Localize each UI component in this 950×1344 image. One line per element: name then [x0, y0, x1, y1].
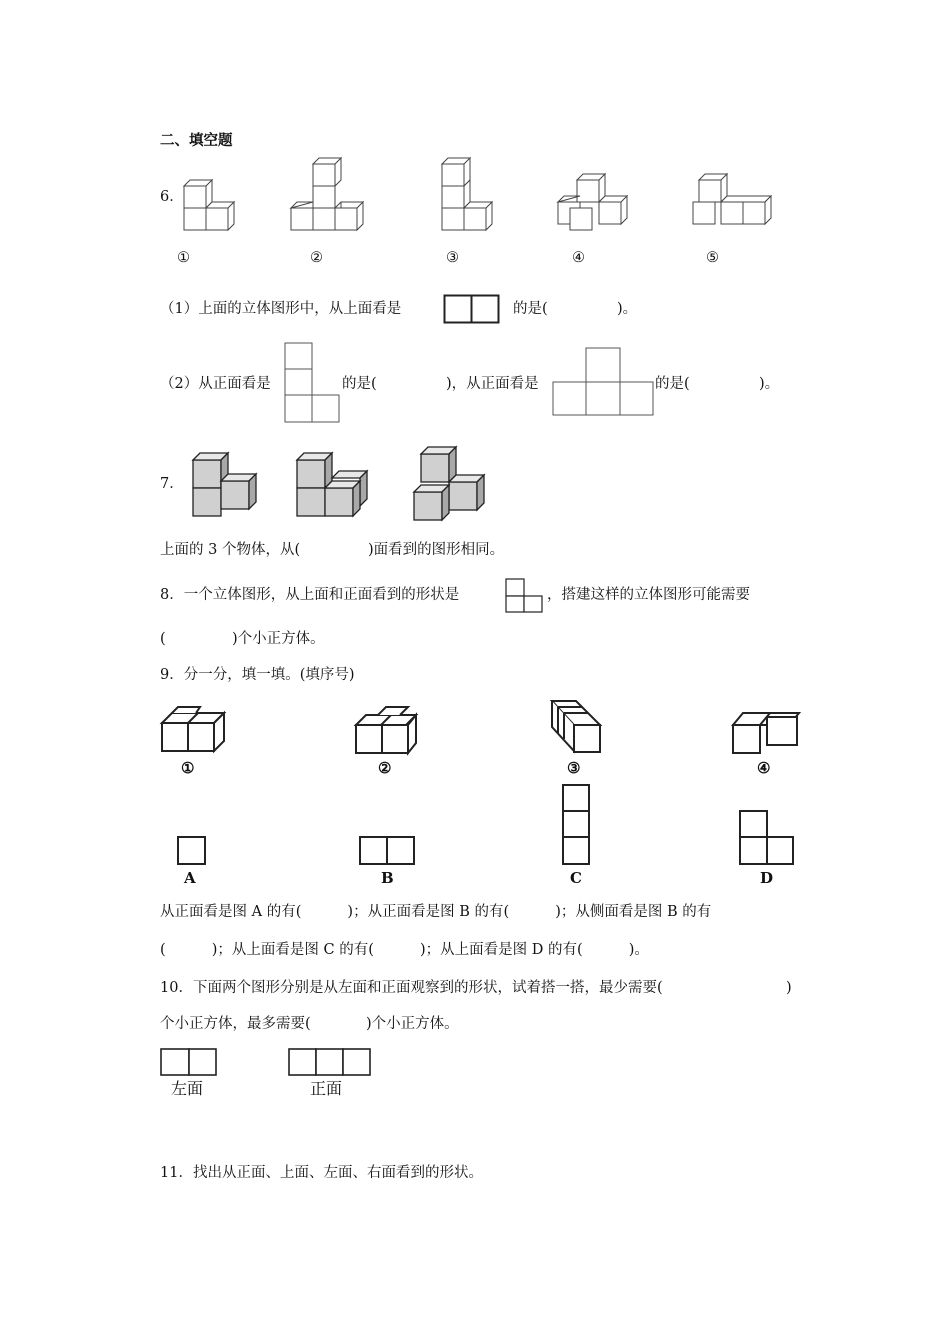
q7-text: 上面的 3 个物体，从(: [160, 542, 301, 558]
q6-label-2: ②: [310, 250, 323, 266]
q10-answer-blank-1[interactable]: [722, 979, 782, 997]
q9-view-b: [360, 837, 414, 864]
q9-figure-1: [162, 707, 224, 751]
q8-view-icon: [505, 578, 545, 614]
q6-figure-5: [693, 174, 771, 224]
q6-part2-view-icon-2: [552, 347, 656, 417]
q7-answer-blank[interactable]: [318, 541, 366, 559]
q10-front-label: 正面: [310, 1079, 343, 1098]
q6-part2-text: （2）从正面看是: [160, 376, 271, 392]
q6-part1-view-icon: [443, 294, 503, 324]
q10-left-view: [160, 1048, 220, 1078]
q6-part2-answer-blank-1[interactable]: [382, 375, 442, 393]
q9-view-a: [178, 837, 205, 864]
q8-line2-end: )个小正方体。: [232, 631, 325, 647]
q10-left-label: 左面: [171, 1079, 204, 1098]
q9-figures: [0, 695, 950, 895]
q6-figure-4: [558, 174, 627, 230]
q10-line1-end: ): [786, 980, 792, 996]
question-6-number: 6．: [160, 189, 184, 205]
q7-figures: [185, 440, 545, 530]
q6-part1-end: )。: [617, 301, 638, 317]
q6-label-3: ③: [446, 250, 459, 266]
q6-part2-view-icon-1: [284, 342, 344, 424]
q6-part2-end: )。: [759, 376, 780, 392]
question-7-number: 7．: [160, 476, 184, 492]
q9-line1: 从正面看是图 A 的有( )；从正面看是图 B 的有( )；从侧面看是图 B 的有: [160, 904, 712, 920]
q6-part1-answer-blank[interactable]: [555, 300, 615, 318]
q6-part2-mid3: 的是(: [655, 376, 690, 392]
q6-part1-suffix: 的是(: [513, 301, 548, 317]
q8-text-cont: ，搭建这样的立体图形可能需要: [547, 587, 750, 603]
q6-label-1: ①: [177, 250, 190, 266]
q10-front-view: [288, 1048, 374, 1078]
q7-object-1: [193, 453, 256, 516]
q9-label-3: ③: [567, 759, 581, 777]
q9-figure-3: [552, 701, 600, 752]
q9-figure-4: [733, 713, 799, 753]
q10-line1: 10．下面两个图形分别是从左面和正面观察到的形状，试着搭一搭，最少需要(: [160, 980, 663, 996]
q6-part1-text: （1）上面的立体图形中，从上面看是: [160, 301, 402, 317]
q9-label-1: ①: [181, 759, 195, 777]
q6-figure-2: [291, 158, 363, 230]
q9-figure-2: [356, 707, 416, 753]
q8-answer-blank[interactable]: [168, 630, 230, 648]
q6-figure-3: [442, 158, 492, 230]
q9-label-2: ②: [378, 759, 392, 777]
q7-object-3: [414, 447, 484, 520]
q9-letter-a: A: [184, 869, 196, 887]
q7-object-2: [297, 453, 367, 516]
q9-view-d: [740, 811, 793, 864]
q6-part2-answer-blank-2[interactable]: [695, 375, 755, 393]
q7-text-end: )面看到的图形相同。: [368, 542, 505, 558]
q6-label-5: ⑤: [706, 250, 719, 266]
q6-part2-mid2: )，从正面看是: [446, 376, 539, 392]
q6-label-4: ④: [572, 250, 585, 266]
q9-view-c: [563, 785, 589, 864]
q6-figures: [0, 150, 950, 410]
section-title: 二、填空题: [160, 132, 233, 149]
q11-text: 11．找出从正面、上面、左面、右面看到的形状。: [160, 1165, 483, 1181]
q10-line2: 个小正方体，最多需要( )个小正方体。: [160, 1016, 459, 1032]
q9-title: 9．分一分，填一填。(填序号): [160, 667, 355, 683]
q8-text: 8．一个立体图形，从上面和正面看到的形状是: [160, 587, 460, 603]
q9-line2: ( )；从上面看是图 C 的有( )；从上面看是图 D 的有( )。: [160, 942, 649, 958]
q6-part2-mid1: 的是(: [342, 376, 377, 392]
q9-letter-d: D: [760, 869, 774, 887]
q8-line2-open: (: [160, 631, 166, 647]
q6-figure-1: [184, 180, 234, 230]
q9-letter-b: B: [381, 869, 394, 887]
q9-letter-c: C: [570, 869, 582, 887]
q9-label-4: ④: [757, 759, 771, 777]
